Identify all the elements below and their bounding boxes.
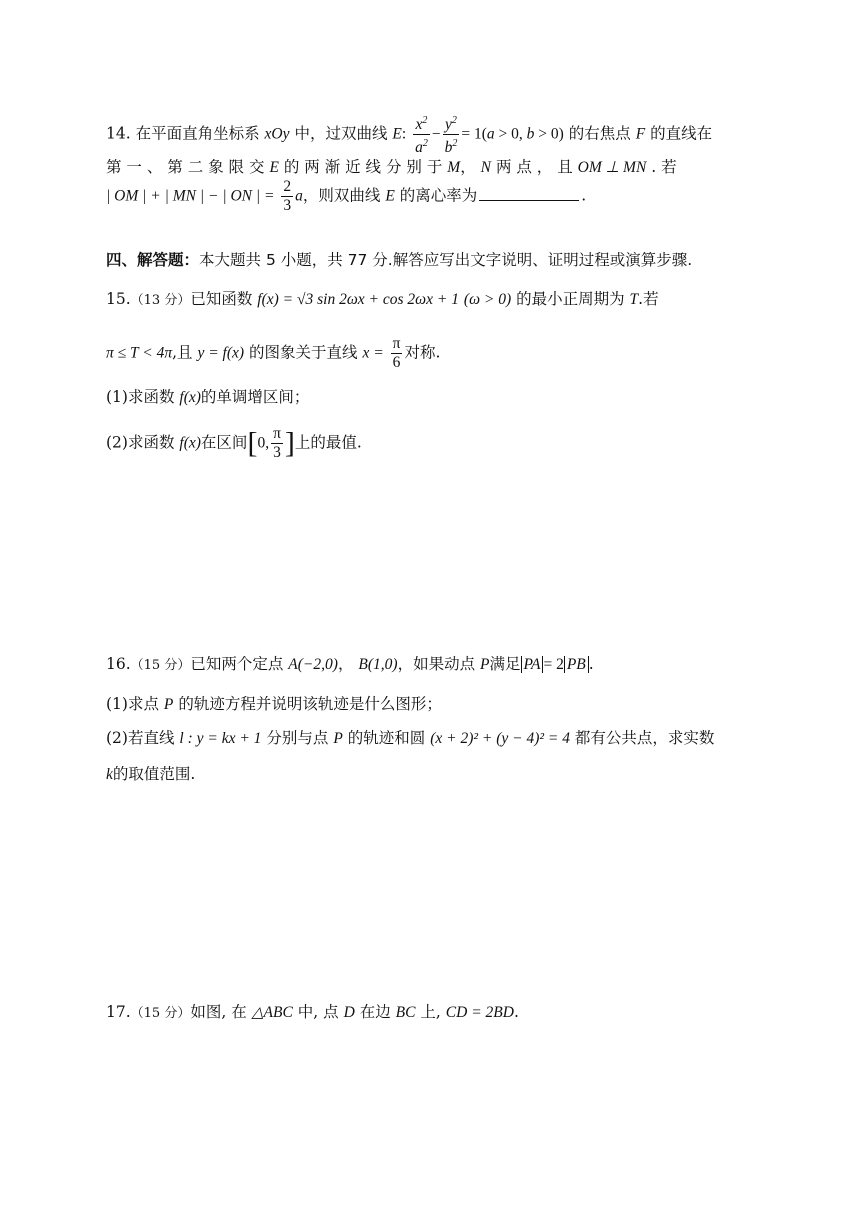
question-number: 16. xyxy=(106,655,131,673)
q16-part1: (1)求点 P 的轨迹方程并说明该轨迹是什么图形； xyxy=(106,695,442,713)
question-number: 14. xyxy=(106,124,131,143)
q16-line1: 16.（15 分）已知两个定点 A(−2,0)， B(1,0)，如果动点 P满足 PA = 2 PB . xyxy=(106,655,594,673)
perpendicular-expression: OM ⊥ MN xyxy=(577,159,647,176)
fraction-pi-6: $\frac{\pi}{6}$ xyxy=(392,335,401,371)
question-number: 17. xyxy=(106,1003,131,1021)
q16-part2-cont: k的取值范围. xyxy=(106,765,196,783)
q14-line1: 14. 在平面直角坐标系 xOy 中，过双曲线 E: $\frac{x^2}{a^2}$ − $\frac{y^2}{b^2}$ = 1(a > 0, b > 0) 的右焦点 F 的直线在 xyxy=(106,112,712,157)
answer-blank[interactable] xyxy=(479,186,579,201)
fraction-x2-a2: $\frac{x^2}{a^2}$ xyxy=(413,112,430,157)
q14-line3: | OM | + | MN | − | ON | = $\frac{2}{3}$ a，则双曲线 E 的离心率为 . xyxy=(106,178,587,214)
section-instructions: 本大题共 5 小题，共 77 分.解答应写出文字说明、证明过程或演算步骤. xyxy=(199,251,693,269)
q17-line1: 17.（15 分）如图, 在 △ABC 中, 点 D 在边 BC 上, CD = 2BD. xyxy=(106,1003,519,1021)
question-number: 15. xyxy=(106,290,131,308)
q15-part2: (2)求函数 f(x)在区间[0, $\frac{\pi}{3}$ ]上的最值. xyxy=(106,425,362,461)
q16-part2: (2)若直线 l : y = kx + 1 分别与点 P 的轨迹和圆 (x + 2)² + (y − 4)² = 4 都有公共点，求实数 xyxy=(106,729,715,747)
section-heading xyxy=(106,248,692,270)
q14-line2: 第 一 、 第 二 象 限 交 E 的 两 渐 近 线 分 别 于 M， N 两 点 ， 且 OM ⊥ MN . 若 xyxy=(106,158,677,176)
score-label: （15 分） xyxy=(130,658,191,673)
fraction-2-3: $\frac{2}{3}$ xyxy=(283,178,292,214)
score-label: （15 分） xyxy=(130,1006,191,1021)
section-title: 四、解答题： xyxy=(106,251,200,269)
q15-part1: (1)求函数 f(x)的单调增区间； xyxy=(106,388,310,406)
score-label: （13 分） xyxy=(130,293,191,308)
fraction-pi-3: $\frac{\pi}{3}$ xyxy=(273,425,281,461)
fraction-y2-b2: $\frac{y^2}{b^2}$ xyxy=(443,112,460,157)
q15-line2: π ≤ T < 4π,且 y = f(x) 的图象关于直线 x = $\frac{\pi}{6}$ 对称. xyxy=(106,335,441,371)
q15-line1: 15.（13 分）已知函数 f(x) = √3 sin 2ωx + cos 2ωx + 1 (ω > 0) 的最小正周期为 T.若 xyxy=(106,290,659,308)
